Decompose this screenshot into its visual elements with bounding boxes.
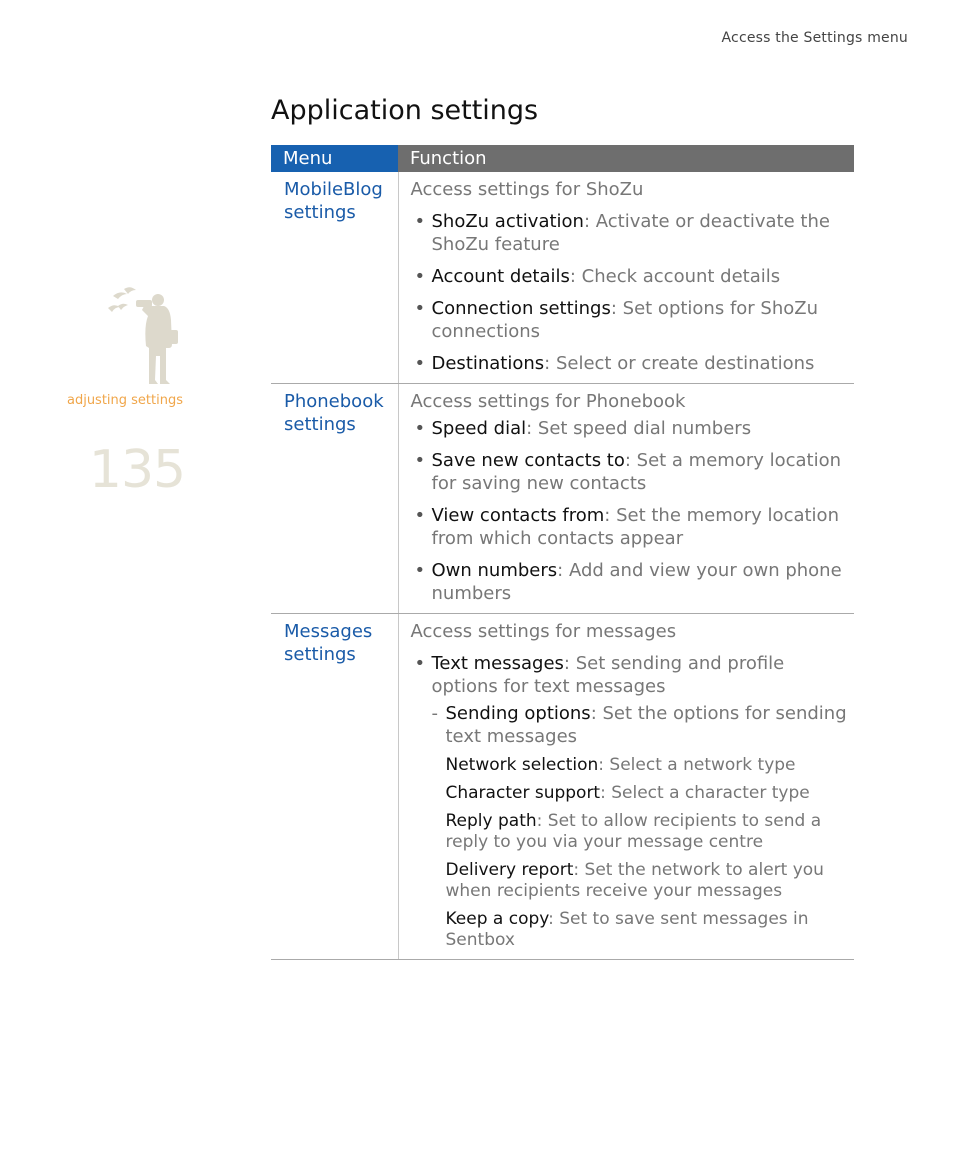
option-list: [411, 210, 849, 375]
option-description: : Select a network type: [598, 755, 796, 775]
option-list: [411, 417, 849, 605]
option-term: Text messages: [431, 653, 564, 674]
function-cell: [398, 172, 854, 384]
option-term: Destinations: [431, 353, 545, 374]
list-item: [446, 909, 849, 951]
option-term: Keep a copy: [445, 909, 549, 929]
menu-name-mobileblog-settings: MobileBlog settings: [271, 172, 398, 384]
function-cell: [398, 384, 854, 614]
list-item: [411, 265, 849, 288]
function-intro: Access settings for ShoZu: [410, 179, 644, 200]
list-item: [411, 652, 849, 951]
column-header-menu: Menu: [271, 145, 398, 172]
option-description: : Set options for ShoZu connections: [431, 298, 818, 342]
list-item: [411, 297, 849, 343]
option-term: Network selection: [445, 755, 599, 775]
option-term: Save new contacts to: [431, 450, 625, 471]
function-cell: [398, 614, 854, 960]
option-description: : Check account details: [569, 266, 781, 287]
option-term: View contacts from: [431, 505, 605, 526]
running-head: Access the Settings menu: [721, 30, 908, 46]
option-description: : Set to save sent messages in Sentbox: [445, 909, 809, 950]
list-item: [411, 504, 849, 550]
option-term: Own numbers: [431, 560, 558, 581]
list-item: [411, 352, 849, 375]
option-list: [411, 652, 849, 951]
list-item: [446, 860, 849, 902]
sub-option-list: [432, 702, 849, 748]
table-row: [271, 384, 854, 614]
list-item: [411, 559, 849, 605]
option-description: : Set speed dial numbers: [526, 418, 752, 439]
photographer-silhouette-illustration: [100, 286, 190, 390]
option-term: ShoZu activation: [431, 211, 584, 232]
column-header-function: Function: [398, 145, 854, 172]
option-description: : Set to allow recipients to send a reply to you via your message centre: [445, 811, 822, 852]
section-title: Application settings: [271, 95, 539, 126]
option-term: Account details: [431, 266, 570, 287]
option-term: Speed dial: [431, 418, 527, 439]
option-description: : Add and view your own phone numbers: [431, 560, 842, 604]
list-item: [411, 210, 849, 256]
option-description: : Set the memory location from which contacts appear: [431, 505, 839, 549]
option-term: Reply path: [445, 811, 537, 831]
chapter-label: adjusting settings: [66, 393, 184, 408]
table-row: [271, 614, 854, 960]
option-description: : Set the network to alert you when recipients receive your messages: [445, 860, 824, 901]
application-settings-table: [271, 145, 854, 960]
table-row: [271, 172, 854, 384]
option-description: : Select or create destinations: [544, 353, 815, 374]
sub-list-item: [432, 702, 849, 748]
table-header-row: [271, 145, 854, 172]
option-term: Character support: [445, 783, 601, 803]
list-item: [411, 417, 849, 440]
page-number: 135: [88, 440, 186, 500]
list-item: [411, 449, 849, 495]
menu-name-phonebook-settings: Phonebook settings: [271, 384, 398, 614]
option-description: : Select a character type: [600, 783, 810, 803]
option-term: Delivery report: [445, 860, 574, 880]
option-description: : Set sending and profile options for text messages: [431, 653, 785, 697]
list-item: [446, 811, 849, 853]
list-item: [446, 755, 849, 776]
option-term: Connection settings: [431, 298, 611, 319]
function-intro: Access settings for messages: [410, 621, 677, 642]
sub-option-term: Sending options: [445, 703, 591, 724]
function-intro: Access settings for Phonebook: [410, 391, 686, 412]
list-item: [446, 783, 849, 804]
sending-option-list: [432, 755, 849, 951]
option-description: : Activate or deactivate the ShoZu feature: [431, 211, 830, 255]
sub-option-description: : Set the options for sending text messages: [445, 703, 847, 747]
option-description: : Set a memory location for saving new contacts: [431, 450, 842, 494]
menu-name-messages-settings: Messages settings: [271, 614, 398, 960]
